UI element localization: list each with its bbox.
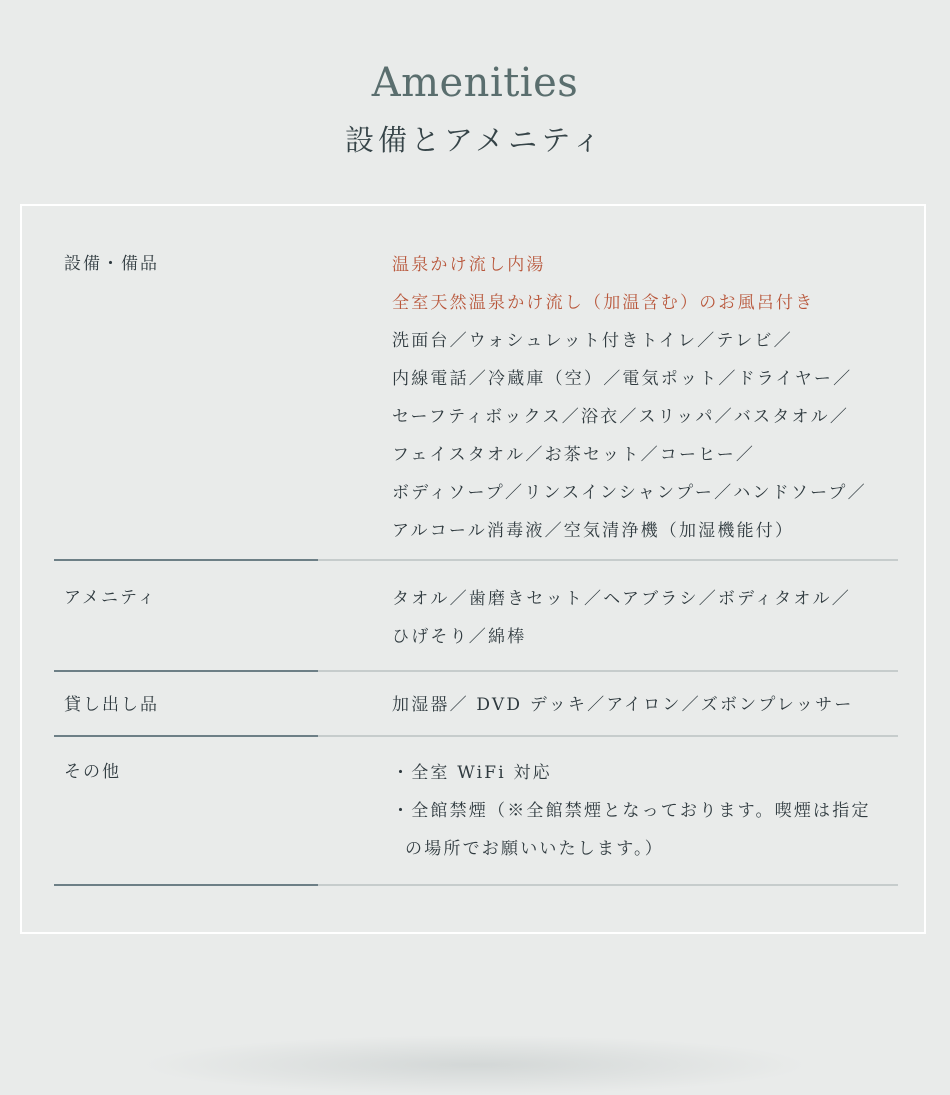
row-divider [54, 670, 898, 672]
row-values [392, 754, 892, 868]
bottom-shadow [140, 1035, 810, 1095]
list-item: ひげそり／綿棒 [392, 627, 527, 647]
amenities-panel [20, 204, 926, 934]
row-label: アメニティ [64, 588, 157, 608]
row-values [392, 246, 892, 550]
row-divider [54, 884, 898, 886]
page-title-ja: 設備とアメニティ [345, 123, 605, 157]
list-item: ・全室 WiFi 対応 [392, 763, 552, 783]
list-item: 加湿器／ DVD デッキ／アイロン／ズボンプレッサー [392, 695, 854, 715]
list-item: 全室天然温泉かけ流し（加温含む）のお風呂付き [392, 293, 815, 313]
row-label: 設備・備品 [64, 254, 159, 274]
row-values [392, 580, 892, 656]
list-item: の場所でお願いいたします。） [405, 839, 664, 859]
row-label: 貸し出し品 [64, 695, 159, 715]
list-item: ・全館禁煙（※全館禁煙となっております。喫煙は指定 [392, 801, 871, 821]
list-item: タオル／歯磨きセット／ヘアブラシ／ボディタオル／ [392, 589, 851, 609]
row-values [392, 686, 892, 724]
list-item: 温泉かけ流し内湯 [392, 255, 546, 275]
row-divider [54, 735, 898, 737]
list-item: フェイスタオル／お茶セット／コーヒー／ [392, 445, 756, 465]
row-label: その他 [64, 762, 121, 782]
list-item: 内線電話／冷蔵庫（空）／電気ポット／ドライヤー／ [392, 369, 853, 389]
page-title-en: Amenities [371, 60, 579, 106]
list-item: 洗面台／ウォシュレット付きトイレ／テレビ／ [392, 331, 793, 351]
row-divider [54, 559, 898, 561]
list-item: ボディソープ／リンスインシャンプー／ハンドソープ／ [392, 483, 867, 503]
list-item: セーフティボックス／浴衣／スリッパ／バスタオル／ [392, 407, 850, 427]
list-item: アルコール消毒液／空気清浄機（加湿機能付） [392, 521, 795, 541]
